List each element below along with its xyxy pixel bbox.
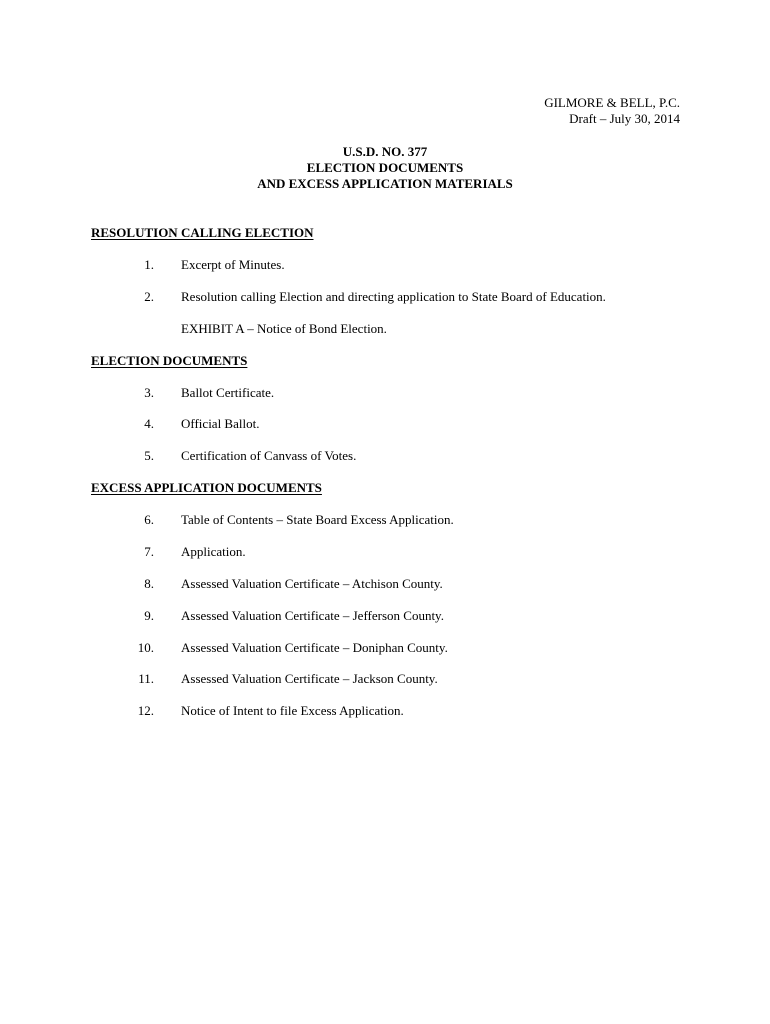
item-text: Excerpt of Minutes. [181, 257, 285, 272]
list-item [0, 385, 770, 403]
section-heading-excess: EXCESS APPLICATION DOCUMENTS [91, 480, 322, 495]
item-text: Table of Contents – State Board Excess Application. [181, 512, 454, 527]
list-item [0, 416, 770, 434]
list-item [0, 703, 770, 721]
section-heading-election: ELECTION DOCUMENTS [91, 353, 248, 368]
item-number: 4. [144, 416, 154, 431]
item-text: Assessed Valuation Certificate – Jackson County. [181, 671, 438, 686]
document-header [544, 95, 680, 127]
item-number: 8. [144, 576, 154, 591]
item-number: 6. [144, 512, 154, 527]
list-item [0, 640, 770, 658]
list-item [0, 544, 770, 562]
item-text: Official Ballot. [181, 416, 260, 431]
firm-name: GILMORE & BELL, P.C. [544, 95, 680, 110]
item-text: Application. [181, 544, 246, 559]
list-item [0, 671, 770, 689]
document-title [0, 144, 770, 192]
item-text: Ballot Certificate. [181, 385, 275, 400]
item-number: 1. [144, 257, 154, 272]
item-text: Assessed Valuation Certificate – Atchison County. [181, 576, 443, 591]
list-item [0, 257, 770, 275]
item-number: 11. [138, 671, 154, 686]
list-item [0, 576, 770, 594]
item-number: 2. [144, 289, 154, 304]
item-number: 5. [144, 448, 154, 463]
item-number: 7. [144, 544, 154, 559]
title-line-1: U.S.D. NO. 377 [342, 144, 428, 159]
item-text: Resolution calling Election and directing application to State Board of Education. [181, 289, 606, 304]
item-number: 10. [137, 640, 154, 655]
title-line-2: ELECTION DOCUMENTS [306, 160, 464, 175]
list-item [0, 289, 770, 307]
exhibit-item: EXHIBIT A – Notice of Bond Election. [181, 321, 387, 336]
list-item [0, 448, 770, 466]
item-text: Assessed Valuation Certificate – Doniphan County. [181, 640, 448, 655]
item-number: 9. [144, 608, 154, 623]
section-heading-resolution: RESOLUTION CALLING ELECTION [91, 225, 314, 240]
list-item [0, 608, 770, 626]
item-text: Certification of Canvass of Votes. [181, 448, 357, 463]
item-text: Notice of Intent to file Excess Application. [181, 703, 404, 718]
item-number: 3. [144, 385, 154, 400]
item-number: 12. [137, 703, 154, 718]
item-text: Assessed Valuation Certificate – Jefferson County. [181, 608, 444, 623]
title-line-3: AND EXCESS APPLICATION MATERIALS [257, 176, 513, 191]
draft-date: Draft – July 30, 2014 [569, 111, 680, 126]
list-item [0, 512, 770, 530]
